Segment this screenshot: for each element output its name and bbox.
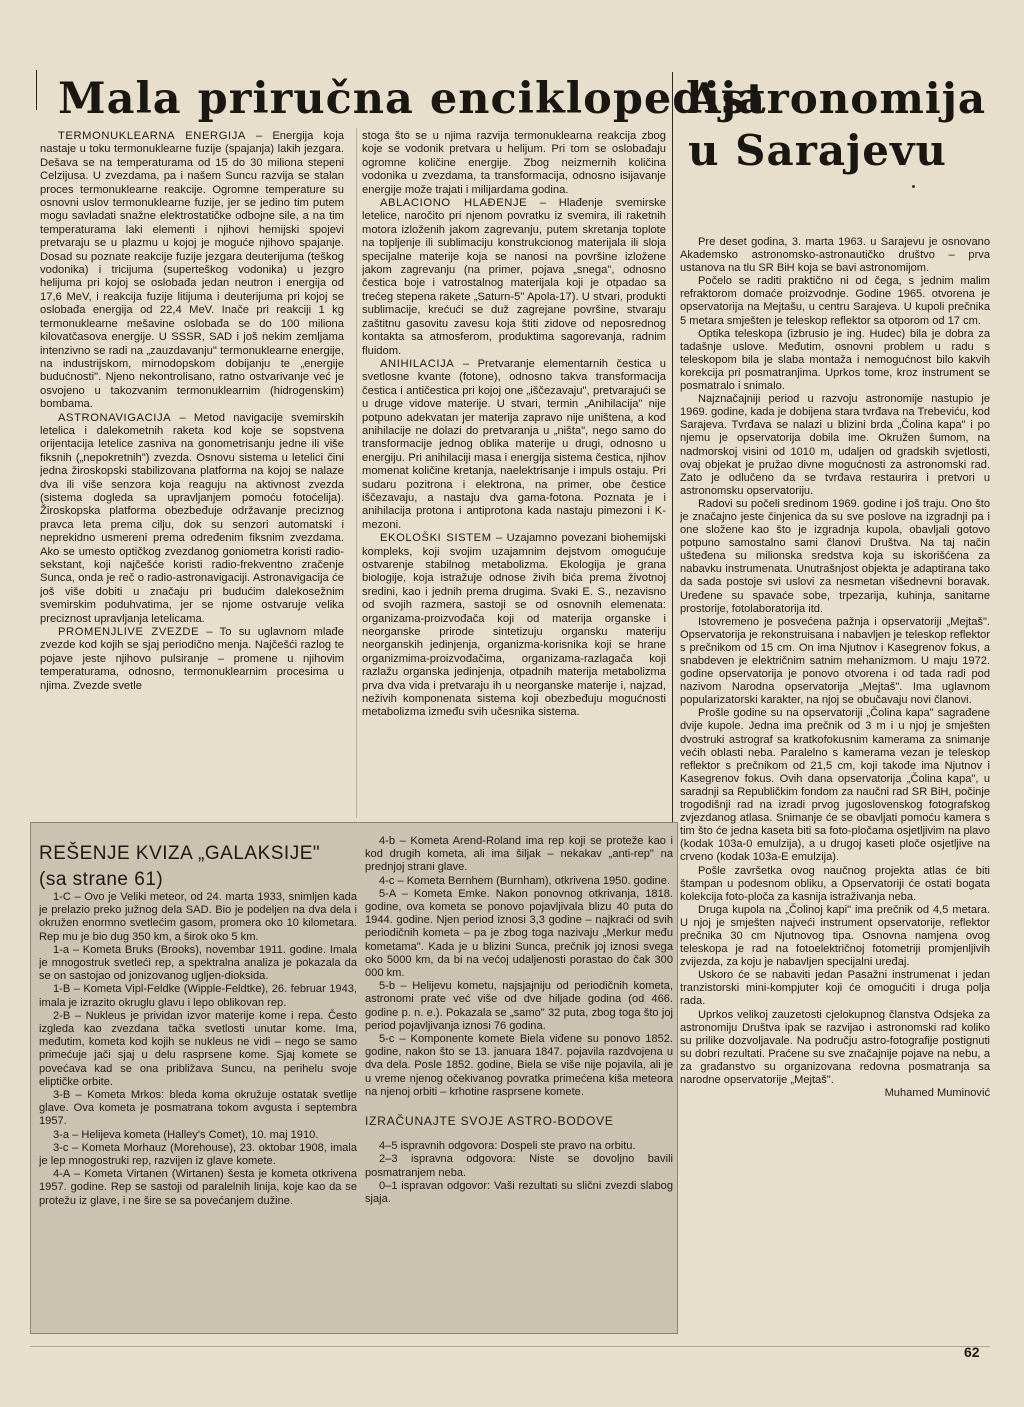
scoring-title: IZRAČUNAJTE SVOJE ASTRO-BODOVE bbox=[365, 1114, 614, 1129]
scoring-line: 4–5 ispravnih odgovora: Dospeli ste pravo na orbitu. bbox=[379, 1140, 636, 1153]
entry-term: EKOLOŠKI SISTEM bbox=[380, 532, 492, 545]
article-paragraph: Druga kupola na „Čolinoj kapi" ima prečnik od 4,5 metara. U njoj je smješten najveći instrument opservatorije, reflektor prečnika 30 cm Njutnovog tipa. Osnovna namjena ovog teleskopa je rad na fotoelektričnoj fotometriji promjenljivih zvijezda, za koju je nabavljen specijalni uređaj. bbox=[680, 903, 990, 969]
entry-text: – To su uglavnom mlađe zvezde kod kojih se sjaj periodično menja. Najčešći razlog te pojave jeste njihovo pulsiranje – promene u njihovim temperaturama, odnosno, termonuklearnim procesima u njima. Zvezde svetle bbox=[40, 626, 344, 692]
article-paragraph: Optika teleskopa (izbrusio je ing. Hudec) bila je dobra za tadašnje uslove. Međutim, osnovni problem u radu s teleskopom bila je slaba montaža i nemogućnost bilo kakvih korekcija pri posmatranjima. Uprkos tome, kroz instrument se posmatralo i snimalo. bbox=[680, 327, 990, 393]
bottom-rule bbox=[30, 1346, 990, 1347]
entry-text: – Uzajamno povezani biohemijski kompleks, koji svojim uzajamnim dejstvom omogućuje ostvarenje stabilnog metabolizma. Ekologija je grana biologije, koja istražuje odnose živih bića prema životnoj sredini, kao i jednih prema drugima. Svaki E. S., nezavisno od svojih razmera, sastoji se od osnovnih elemenata: organizama-proizvođača koji od materija organske i neorganske prirode sintetizuju organsku materiju neorganskih jedinjenja, organizma-korisnika koji se hrane organizmima-proizvođačima, organizama-razlagača koji razlažu organska jedinjenja, otpadnih materija metabolizma prva dva vida i pretvaraju ih u neorganske materije i, najzad, neživih komponenata sistema koji obezbeđuju mogućnosti metabolizma između svih učesnika sistema. bbox=[362, 532, 666, 719]
headline-divider bbox=[672, 72, 673, 842]
encyclopedia-column-1 bbox=[40, 130, 344, 820]
article-body bbox=[680, 236, 990, 1316]
encyclopedia-column-2 bbox=[362, 130, 666, 820]
quiz-answer: 4-A – Kometa Virtanen (Wirtanen) šesta je kometa otkrivena 1957. godine. Rep se sastoji od paralelnih linija, koje kao da se protežu iz glave, i ne šire se sa povećanjem dužine. bbox=[39, 1168, 357, 1207]
quiz-column-2 bbox=[365, 835, 673, 1327]
encyclopedia-entry bbox=[362, 532, 666, 720]
page-number: 62 bbox=[964, 1344, 980, 1360]
entry-term: ANIHILACIJA bbox=[380, 357, 455, 370]
quiz-subtitle: (sa strane 61) bbox=[39, 869, 164, 890]
encyclopedia-entry bbox=[362, 130, 666, 197]
encyclopedia-entry bbox=[40, 130, 344, 412]
entry-text: – Pretvaranje elementarnih čestica u svetlosne kvante (fotone), odnosno takva transformacija čestica i antičestica pri kojoj one „iščezavaju", pretvarajući se u druge vidove materije. U stvari, termin „Anihilacija" nije potpuno adekvatan jer materija zapravo nije uništena, a kod anihilacije ne dolazi do pretvaranja u „ništa", nego samo do transformacije jednog oblika materije u drugi, odnosno u energiju. Pri anihilaciji masa i energija sistema čestica, njihov momenat količine kretanja, naelektrisanje i impuls ostaju. Pri sudaru pozitrona i elektrona, na primer, obe čestice iščezavaju, a nastaju dva gama-fotona. Poznata je i anihilacija protona i antiprotona kada nastaju pimezoni i K-mezoni. bbox=[362, 357, 666, 531]
column-divider-1 bbox=[356, 128, 357, 818]
entry-term: ABLACIONO HLAĐENJE bbox=[380, 197, 528, 210]
article-paragraph: Najznačajniji period u razvoju astronomije nastupio je 1969. godine, kada je dobijena stara tvrđava na Trebeviću, kod Sarajeva. Tvrđava se nalazi u blizini brda „Čolina kapa" i po njemu je opservatorija dobila ime. Okružen šumom, na nadmorskoj visini od 1010 m, udaljen od gradskih svjetlosti, ovaj objekat je pružao divne mogućnosti za astronomski rad. Zato je odlučeno da se tvrđava restaurira i pretvori u astronomsku opservatoriju. bbox=[680, 393, 990, 497]
article-paragraph: Uskoro će se nabaviti jedan Pasažni instrumenat i jedan tranzistorski mini-kompjuter koji će omogućiti i druga polja rada. bbox=[680, 969, 990, 1008]
article-paragraph: Istovremeno je posvećena pažnja i opservatoriji „Mejtaš". Opservatorija je rekonstruisana i nabavljen je teleskop reflektor s prečnikom od 15 cm. On ima Njutnov i Kasegrenov fokus, a snabdeven je električnim satnim mehanizmom. U maju 1972. godine opservatorija je ponovo otvorena i od tada radi pod nazivom Narodna opservatorija „Mejtaš". Ima uglavnom popularizatorski karakter, na njoj se obučavaju novi članovi. bbox=[680, 615, 990, 707]
article-author: Muhamed Muminović bbox=[884, 1087, 990, 1100]
quiz-answer: 3-a – Helijeva kometa (Halley's Comet), 10. maj 1910. bbox=[53, 1128, 319, 1141]
article-paragraph: Prošle godine su na opservatoriji „Čolina kapa" sagrađene dvije kupole. Jedna ima prečnik od 3 m i u njoj je smješten dvostruki astrograf sa kratkofokusnim kamerama za snimanje većih oblasti neba. Paralelno s kamerama vezan je teleskop reflektor s prečnikom od 21,5 cm, koji takođe ima Njutnov i Kasegrenov fokus. Ovih dana opservatorija „Čolina kapa", u saradnji sa Republičkim fondom za naučni rad SR BiH, počinje trogodišnji rad na izradi prvog jugoslovenskog fotografskog zvjezdanog atlasa. Snimanje će se obavljati pomoću kamera s tim što će jedna kaseta biti sa foto-pločama osjetljivim na plavo (kodak 103a-0 emulzija), a u drugoj kaseti ploče osjetljive na crveno (kodak 103a-E emulzija). bbox=[680, 707, 990, 864]
top-left-rule bbox=[36, 70, 37, 110]
scoring-line: 2–3 ispravna odgovora: Niste se dovoljno bavili posmatranjem neba. bbox=[365, 1153, 673, 1179]
encyclopedia-entry bbox=[40, 412, 344, 627]
entry-text: stoga što se u njima razvija termonuklearna reakcija zbog koje se vodonik pretvara u helijum. Pri tom se oslobađaju ogromne količine energije. Zbog neizmernih količina vodonika u zvezdama, ta transformacija, odnosno isijavanje energije može trajati i milijardama godina. bbox=[362, 130, 666, 196]
quiz-answer: 5-c – Komponente komete Biela viđene su ponovo 1852. godine, nakon što se 13. januara 1847. pojavila razdvojena u dva dela. Posle 1852. godine, Biela se više nije pojavila, ali je u vreme njenog očekivanog povratka primećena kiša meteora na njenoj orbiti – krhotine rasprsene komete. bbox=[365, 1033, 673, 1098]
quiz-answer: 3-c – Kometa Morhauz (Morehouse), 23. oktobar 1908, imala je lep mnogostruki rep, razvijen iz glave komete. bbox=[39, 1141, 357, 1168]
encyclopedia-entry bbox=[362, 197, 666, 358]
entry-text: – Metod navigacije svemirskih letelica i dalekometnih raketa kod koje se sopstvena orijentacija letelice zasniva na gonometrisanju jedne ili više fiksnih („nepokretnih") zvezda. Osnovu sistema u letelici čini jedna žiroskopski stabilizovana platforma na kojoj se nalaze dva ili više senzora koja reaguju na aktivnost zvezda (sistema dogleda sa upravljanjem pomoću fotoćelija). Žiroskopska platforma obezbeđuje održavanje preciznog pravca leta prema cilju, dok su senzori automatski i neprekidno usmereni prema određenim fiksnim zvezdama. Ako se umesto optičkog zvezdanog goniometra koristi radio-sekstant, koji najčešće koristi radio-frekventno zračenje Sunca, onda je reč o radio-astronavigaciji. Astronavigacija će još više dobiti u značaju pri budućim dalekosežnim svemirskim poduhvatima, jer se njome ostvaruje velika preciznost upravljanja letelicama. bbox=[40, 411, 344, 625]
article-paragraph: Pre deset godina, 3. marta 1963. u Sarajevu je osnovano Akademsko astronomsko-astronautičko društvo – prva ustanova na tlu SR BiH koja se bavi astronomijom. bbox=[680, 236, 990, 275]
quiz-answer: 4-c – Kometa Bernhem (Burnham), otkrivena 1950. godine. bbox=[379, 874, 671, 887]
entry-text: – Energija koja nastaje u toku termonuklearne fuzije (spajanja) lakih jezgara. Dešava se na temperaturama od 15 do 30 miliona stepeni Celzijusa. U zvezdama, pa i našem Suncu razvija se stalan proces termonuklearne reakcije. Ogromne temperature su osnovni uslov termonuklearne fuzije, jer se jedino tim putem mogu savladati snažne elektrostatičke odbojne sile, a na tim temperaturama laki elementi i njihovi hemijski spojevi pretvaraju se u plazmu u kojoj je moguće njihovo spajanje. Dosad su poznate reakcije fuzije jezgara deuterijuma (teškog vodonika) i tricijuma (superteškog vodonika) u jezgro helijuma pri kojoj se oslobađa jedan neutron i energija od 17,6 MeV, i reakcija fuzije litijuma i deuterijuma pri kojoj se oslobađa energija od 22,4 MeV. Inače pri reakciji 1 kg termonuklearne mešavine oslobađa se do 100 miliona kilovatčasova energije. U SSSR, SAD i još nekim zemljama intenzivno se radi na „zauzdavanju" termonuklearne energije, na industrijskom, mirnodopskom dobijanju te „energije budućnosti". Njeno nekontrolisano, ratno ostvarivanje već je osvojeno u takozvanim termonuklearnim (hidrogenskim) bombama. bbox=[40, 130, 344, 411]
quiz-answer: 1-C – Ovo je Veliki meteor, od 24. marta 1933, snimljen kada je prelazio preko južnog dela SAD. Bio je podeljen na dva dela i okružen enormno svetlećim gasom, promera oko 10 kilometara. Rep mu je bio dug 350 km, a širok oko 5 km. bbox=[39, 891, 357, 943]
quiz-answers-box bbox=[30, 822, 678, 1334]
article-paragraph: Radovi su počeli sredinom 1969. godine i još traju. Ono što je značajno jeste činjenica da su sve poslove na izgradnji pa i one složene kao što je izgradnja kupola, obavljali gotovo potpuno samostalno sami članovi Društva. Na taj način uštеđena su milionska sredstva koja su iskorišćena za nabavku instrumenata. Unutrašnjost objekta je adaptirana tako da sada postoje svi uslovi za nesmetan višednevni boravak. Uređene su spavaće sobe, trpezarija, kuhinja, sanitarne prostorije, fotolaboratorija itd. bbox=[680, 497, 990, 615]
encyclopedia-entry bbox=[362, 358, 666, 532]
scoring-line: 0–1 ispravan odgovor: Vaši rezultati su slični zvezdi slabog sjaja. bbox=[365, 1179, 673, 1206]
article-paragraph: Uprkos velikoj zauzetosti cjelokupnog članstva Odsjeka za astronomiju Društva ipak se razvijao i astronomski rad koliko su prilike dozvoljavale. Na području astro-fotografije postignuti su dobri rezultati. Praćene su sve značajnije pojave na nebu, a za građanstvo su organizovana redovna posmatranja sa narodne opservatorije „Mejtaš". bbox=[680, 1008, 990, 1086]
quiz-answer: 3-B – Kometa Mrkos: bleda koma okružuje ostatak svetlije glave. Ova kometa je posmatrana tokom avgusta i septembra 1957. bbox=[39, 1089, 357, 1128]
quiz-title: REŠENJE KVIZA „GALAKSIJE" bbox=[39, 843, 321, 864]
quiz-answer: 5-A – Kometa Emke. Nakon ponovnog otkrivanja, 1818. godine, ova kometa se ponovo pojavljivala blizu 40 puta do 1944. godine. Njen period iznosi 3,3 godine – najkraći od svih periodičnih kometa – pa je zbog toga nazivaju „Merkur među kometama". Kada je u blizini Sunca, prečnik joj iznosi svega oko 5000 km, da bi na većoj udaljenosti porastao do čak 300 000 km. bbox=[365, 887, 673, 980]
entry-term: PROMENJLIVE ZVEZDE bbox=[58, 626, 200, 639]
encyclopedia-entry bbox=[40, 626, 344, 693]
entry-term: ASTRONAVIGACIJA bbox=[58, 411, 172, 424]
entry-text: – Hlađenje svemirske letelice, naročito pri njenom povratku iz svemira, ili raketnih motora izloženih jakom zagrevanju, putem skretanja toplote na topljenje ili sublimaciju konstrukcionog materijala ili sloja specijalne materije koja se nanosi na površine izloženе jakom zagrevanju (na primer, pojava „snega", odnosno čestica boje i vatrostalnog materijala koji je otpadao sa trećeg stepena rakete „Saturn-5" Apola-17). U stvari, produkti sublimacije, krećući se duž zagrejane površine, stvaraju zaštitnu gasovitu zavesu koja štiti zidove od neposrednog kontakta sa atmosferom, produktima sagorevanja, radnim fluidom. bbox=[362, 197, 666, 357]
article-title-line-2: u Sarajevu bbox=[688, 126, 947, 175]
quiz-answer: 2-B – Nukleus je prividan izvor materije kome i repa. Često izgleda kao zvezdana tačka svetlosti unutar kome. Ima, međutim, kometa kod kojih se nukleus ne vidi – nego se samo primećuje jači sjaj u delu rasprsene kome. Sjaj komete se povećava kad se ona približava Suncu, na perihelu svoje eliptičke orbite. bbox=[39, 1009, 357, 1088]
decorative-dot bbox=[912, 185, 915, 188]
quiz-answer: 4-b – Kometa Arend-Roland ima rep koji se proteže kao i kod drugih kometa, ali ima šiljak – nekakav „anti-rep" na prednjoj strani glave. bbox=[365, 835, 673, 874]
quiz-column-1 bbox=[39, 891, 357, 1327]
article-title-line-1: Astronomija bbox=[688, 74, 987, 123]
article-paragraph: Počelo se raditi praktično ni od čega, s jednim malim refraktorom domaće proizvodnje. Godine 1965. otvorena je opservatorija na Mejtašu, u centru Sarajeva. U kupoli prečnika 5 metara smješten je teleskop reflektor sa otporom od 17 cm. bbox=[680, 275, 990, 327]
quiz-answer: 1-B – Kometa Vipl-Feldke (Wipple-Feldtke), 26. februar 1943, imala je izrazito okruglu glavu i lepo oblikovan rep. bbox=[39, 983, 357, 1009]
quiz-answer: 5-b – Helijevu kometu, najsjajniju od periodičnih kometa, astronomi prate već više od dve hiljade godina (od 466. godine p. n. e.). Pokazala se „samo" 32 puta, zbog toga što joj period pojavljivanja iznosi 76 godina. bbox=[365, 980, 673, 1032]
encyclopedia-title: Mala priručna enciklopedija bbox=[58, 74, 767, 124]
article-paragraph: Pošle završetka ovog naučnog projekta atlas će biti štampan u podesnom obliku, a Opservatoriji će ostati bogata kolekcija foto-ploča za kasnija istraživanja neba. bbox=[680, 864, 990, 903]
quiz-answer: 1-a – Kometa Bruks (Brooks), novembar 1911. godine. Imala je mnogostruk svetleći rep, a spektralna analiza je pokazala da se on sastojao od jonizovanog ugljen-dioksida. bbox=[39, 943, 357, 983]
entry-term: TERMONUKLEARNA ENERGIJA bbox=[58, 130, 246, 142]
